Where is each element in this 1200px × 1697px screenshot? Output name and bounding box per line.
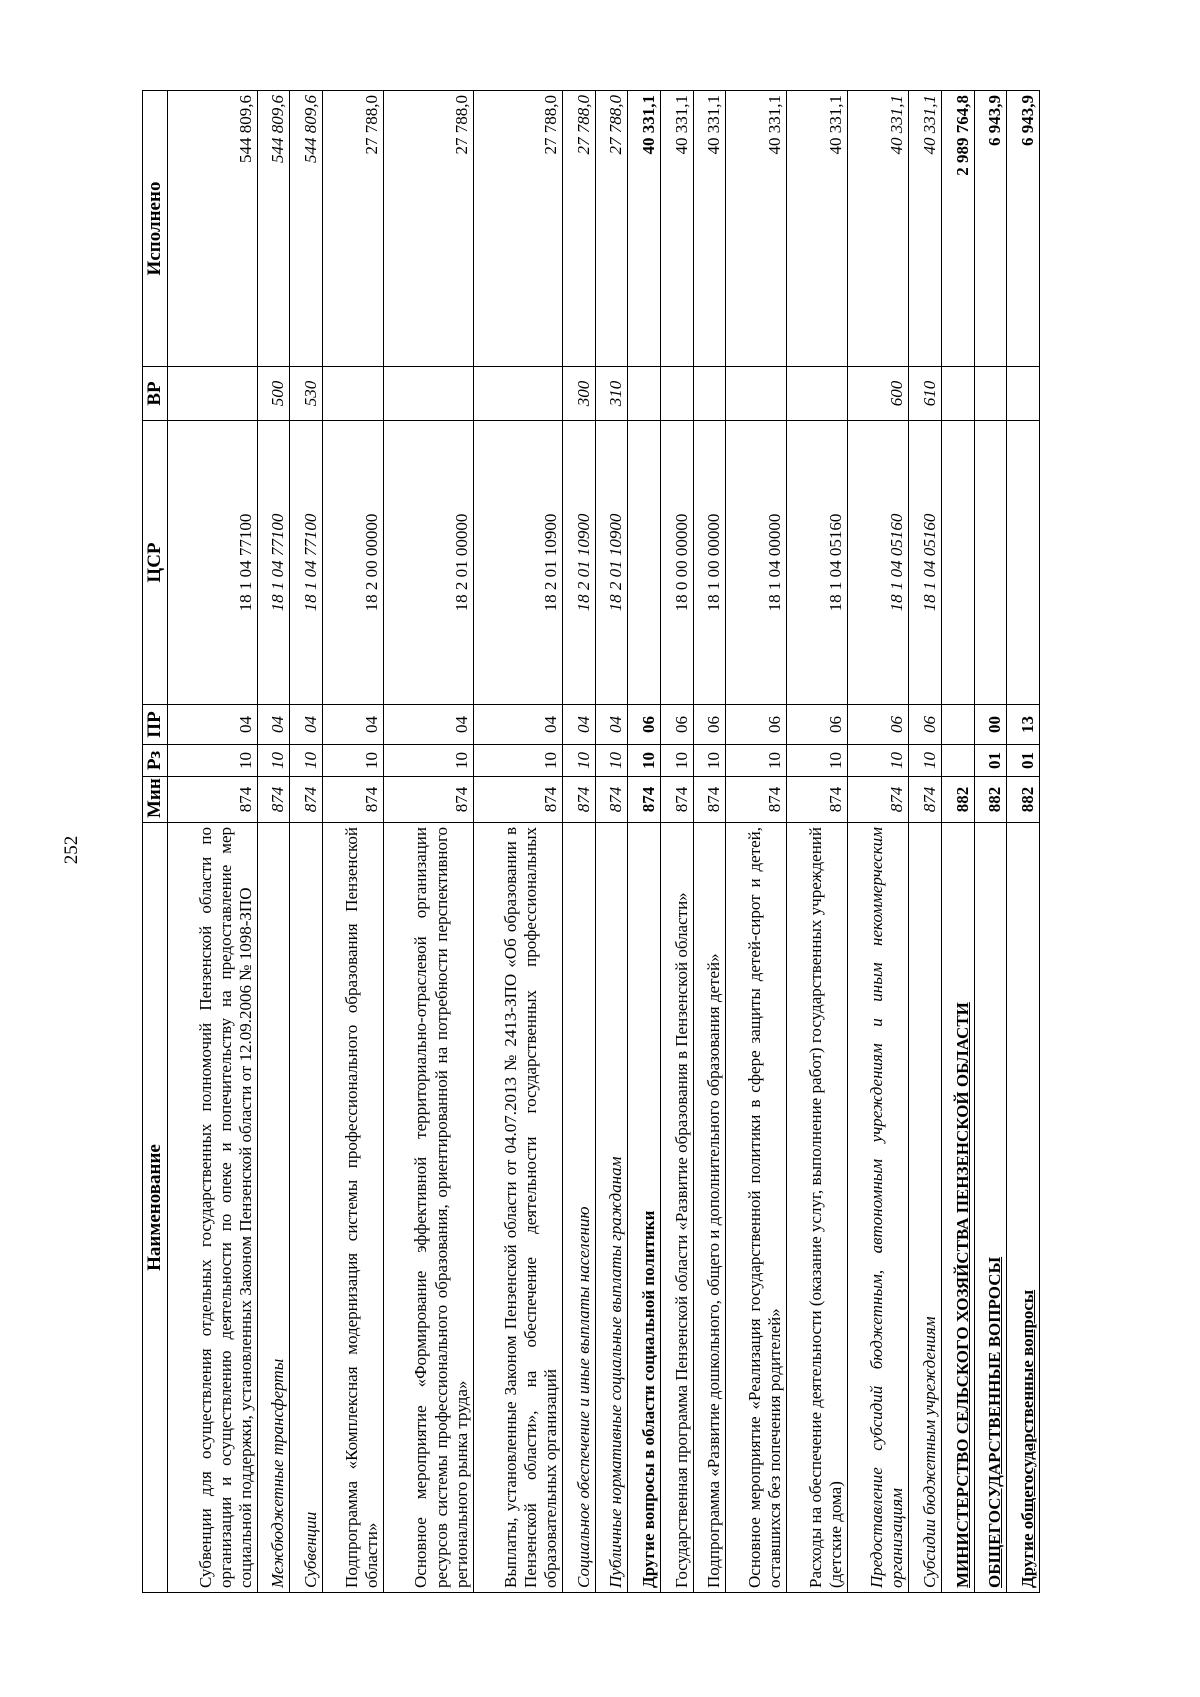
cell-min	[660, 777, 693, 823]
cell-text: 874	[451, 786, 471, 813]
cell-vr	[168, 367, 257, 421]
cell-text: 530	[301, 380, 321, 407]
cell-min	[726, 777, 787, 823]
cell-vr	[726, 367, 787, 421]
cell-text: 874	[919, 786, 939, 813]
cell-csr	[660, 421, 693, 705]
cell-csr	[974, 421, 1007, 705]
table-row	[473, 91, 562, 1593]
cell-rz	[290, 745, 323, 777]
cell-text: 40 331,1	[765, 95, 785, 155]
cell-vr	[660, 367, 693, 421]
cell-csr	[257, 421, 290, 705]
cell-pr	[563, 705, 596, 745]
cell-min	[628, 777, 661, 823]
rotated-table-container	[142, 91, 1040, 1593]
cell-pr	[909, 705, 942, 745]
cell-min	[974, 777, 1007, 823]
cell-rz	[384, 745, 473, 777]
cell-text: 01	[1017, 752, 1037, 769]
cell-text: 27 788,0	[573, 95, 593, 155]
cell-text: 874	[301, 786, 321, 813]
cell-text: Другие вопросы в области социальной политики	[638, 1210, 658, 1588]
table-row	[909, 91, 942, 1593]
cell-min	[595, 777, 628, 823]
cell-text: 40 331,1	[919, 95, 939, 155]
cell-rz	[848, 745, 909, 777]
cell-min	[909, 777, 942, 823]
cell-min	[787, 777, 848, 823]
cell-name	[787, 823, 848, 1593]
cell-text: 04	[301, 716, 321, 733]
header-row	[143, 91, 168, 1593]
cell-name	[693, 823, 726, 1593]
cell-rz	[473, 745, 562, 777]
cell-pr	[848, 705, 909, 745]
cell-isp	[168, 91, 257, 367]
cell-rz	[660, 745, 693, 777]
cell-text: 18 1 04 77100	[301, 513, 321, 612]
cell-rz	[168, 745, 257, 777]
cell-rz	[563, 745, 596, 777]
cell-vr	[974, 367, 1007, 421]
cell-vr	[628, 367, 661, 421]
cell-text: 18 1 04 05160	[826, 513, 846, 612]
cell-isp	[595, 91, 628, 367]
cell-text: 06	[826, 716, 846, 733]
cell-csr	[1007, 421, 1040, 705]
cell-isp	[787, 91, 848, 367]
table-row	[595, 91, 628, 1593]
cell-text: 610	[919, 380, 939, 407]
cell-text: 04	[451, 716, 471, 733]
cell-text: 18 1 04 05160	[887, 513, 907, 612]
cell-text: 10	[887, 752, 907, 769]
cell-name	[660, 823, 693, 1593]
header-rz: Рз	[143, 745, 168, 777]
table-row	[628, 91, 661, 1593]
cell-text: 27 788,0	[451, 95, 471, 155]
cell-csr	[628, 421, 661, 705]
cell-pr	[1007, 705, 1040, 745]
cell-text: Субсидии бюджетным учреждениям	[919, 1316, 939, 1588]
cell-csr	[168, 421, 257, 705]
cell-isp	[323, 91, 384, 367]
cell-min	[693, 777, 726, 823]
cell-text: 01	[985, 752, 1005, 769]
cell-isp	[257, 91, 290, 367]
cell-text: 544 809,6	[268, 95, 288, 163]
cell-text: 300	[573, 380, 593, 407]
cell-pr	[974, 705, 1007, 745]
cell-text: 27 788,0	[606, 95, 626, 155]
cell-text: 6 943,9	[1017, 95, 1037, 146]
cell-text: 18 2 00 00000	[362, 513, 382, 612]
cell-text: 40 331,1	[671, 95, 691, 155]
cell-isp	[473, 91, 562, 367]
cell-min	[1007, 777, 1040, 823]
cell-pr	[628, 705, 661, 745]
cell-csr	[726, 421, 787, 705]
table-row	[168, 91, 257, 1593]
table-row	[787, 91, 848, 1593]
cell-csr	[909, 421, 942, 705]
cell-text: 6 943,9	[985, 95, 1005, 146]
cell-text: 874	[638, 786, 658, 813]
cell-text: 18 1 04 00000	[765, 513, 785, 612]
cell-rz	[726, 745, 787, 777]
cell-vr	[384, 367, 473, 421]
header-pr: ПР	[143, 705, 168, 745]
cell-text: 10	[235, 752, 255, 769]
cell-pr	[595, 705, 628, 745]
cell-text: 10	[573, 752, 593, 769]
cell-isp	[1007, 91, 1040, 367]
cell-vr	[323, 367, 384, 421]
table-row	[1007, 91, 1040, 1593]
table-row	[563, 91, 596, 1593]
header-vr: ВР	[143, 367, 168, 421]
cell-rz	[693, 745, 726, 777]
cell-text: 06	[919, 716, 939, 733]
cell-isp	[909, 91, 942, 367]
cell-text: 18 2 01 00000	[451, 513, 471, 612]
cell-pr	[941, 705, 974, 745]
cell-text: 27 788,0	[362, 95, 382, 155]
cell-text: 310	[606, 380, 626, 407]
cell-text: 882	[952, 786, 972, 813]
cell-vr	[909, 367, 942, 421]
cell-text: 874	[268, 786, 288, 813]
budget-table	[142, 90, 1040, 1593]
table-row	[941, 91, 974, 1593]
cell-text: Межбюджетные трансферты	[268, 1358, 288, 1588]
cell-text: 874	[887, 786, 907, 813]
cell-text: 18 1 04 05160	[919, 513, 939, 612]
cell-csr	[787, 421, 848, 705]
cell-text: 40 331,1	[887, 95, 907, 155]
cell-text: 04	[235, 716, 255, 733]
cell-name	[384, 823, 473, 1593]
cell-isp	[563, 91, 596, 367]
cell-rz	[787, 745, 848, 777]
cell-text: Подпрограмма «Развитие дошкольного, общего и дополнительного образования детей»	[704, 953, 724, 1588]
header-isp: Исполнено	[143, 91, 168, 367]
table-row	[726, 91, 787, 1593]
cell-text: 2 989 764,8	[952, 95, 972, 176]
cell-text: 18 1 04 77100	[235, 513, 255, 612]
cell-vr	[787, 367, 848, 421]
cell-name	[848, 823, 909, 1593]
cell-text: 40 331,1	[704, 95, 724, 155]
cell-text: 10	[704, 752, 724, 769]
cell-pr	[787, 705, 848, 745]
cell-min	[384, 777, 473, 823]
cell-isp	[628, 91, 661, 367]
cell-text: 600	[887, 380, 907, 407]
cell-text: 10	[268, 752, 288, 769]
cell-text: 874	[362, 786, 382, 813]
cell-text: 40 331,1	[638, 95, 658, 155]
cell-text: Расходы на обеспечение деятельности (оказание услуг, выполнение работ) государственных учреждений (детские дома)	[806, 827, 846, 1588]
header-name: Наименование	[143, 823, 168, 1593]
table-row	[257, 91, 290, 1593]
cell-text: 13	[1017, 716, 1037, 733]
cell-vr	[848, 367, 909, 421]
cell-pr	[290, 705, 323, 745]
cell-text: 06	[638, 716, 658, 733]
cell-csr	[848, 421, 909, 705]
cell-text: Подпрограмма «Комплексная модернизация системы профессионального образования Пензенской области»	[342, 827, 382, 1588]
cell-text: 40 331,1	[826, 95, 846, 155]
cell-name	[909, 823, 942, 1593]
cell-text: 10	[606, 752, 626, 769]
cell-csr	[290, 421, 323, 705]
cell-min	[290, 777, 323, 823]
cell-text: 10	[451, 752, 471, 769]
table-row	[693, 91, 726, 1593]
cell-min	[323, 777, 384, 823]
cell-text: Другие общегосударственные вопросы	[1017, 1289, 1037, 1588]
cell-csr	[473, 421, 562, 705]
cell-name	[1007, 823, 1040, 1593]
cell-pr	[257, 705, 290, 745]
cell-text: 544 809,6	[301, 95, 321, 163]
cell-rz	[595, 745, 628, 777]
cell-csr	[384, 421, 473, 705]
cell-text: Социальное обеспечение и иные выплаты населению	[573, 1206, 593, 1588]
cell-name	[257, 823, 290, 1593]
cell-name	[726, 823, 787, 1593]
cell-text: 18 1 00 00000	[704, 513, 724, 612]
cell-isp	[290, 91, 323, 367]
cell-rz	[257, 745, 290, 777]
cell-pr	[384, 705, 473, 745]
header-min: Мин	[143, 777, 168, 823]
cell-pr	[660, 705, 693, 745]
cell-text: 27 788,0	[540, 95, 560, 155]
cell-min	[473, 777, 562, 823]
cell-vr	[1007, 367, 1040, 421]
cell-text: Субвенции	[301, 1511, 321, 1588]
cell-pr	[168, 705, 257, 745]
cell-text: МИНИСТЕРСТВО СЕЛЬСКОГО ХОЗЯЙСТВА ПЕНЗЕНСКОЙ ОБЛАСТИ	[952, 1002, 972, 1588]
cell-text: 882	[1017, 786, 1037, 813]
table-row	[290, 91, 323, 1593]
cell-name	[168, 823, 257, 1593]
cell-pr	[693, 705, 726, 745]
cell-csr	[595, 421, 628, 705]
cell-csr	[563, 421, 596, 705]
cell-isp	[726, 91, 787, 367]
cell-isp	[848, 91, 909, 367]
cell-text: 544 809,6	[235, 95, 255, 163]
cell-csr	[941, 421, 974, 705]
cell-text: 10	[919, 752, 939, 769]
cell-rz	[941, 745, 974, 777]
cell-text: 06	[887, 716, 907, 733]
table-row	[848, 91, 909, 1593]
cell-text: Основное мероприятие «Формирование эффективной территориально-отраслевой организации ресурсов системы профессионального образования, ориентированной на потребности перспективного регионального рынка труда»	[411, 827, 471, 1588]
page-number: 252	[61, 835, 82, 865]
cell-text: 874	[704, 786, 724, 813]
cell-text: 874	[540, 786, 560, 813]
cell-text: 10	[301, 752, 321, 769]
cell-text: 10	[362, 752, 382, 769]
table-row	[323, 91, 384, 1593]
cell-text: 10	[540, 752, 560, 769]
cell-text: 10	[671, 752, 691, 769]
cell-min	[168, 777, 257, 823]
cell-text: 06	[765, 716, 785, 733]
cell-min	[941, 777, 974, 823]
cell-name	[473, 823, 562, 1593]
cell-text: 04	[573, 716, 593, 733]
cell-text: Основное мероприятие «Реализация государственной политики в сфере защиты детей-сирот и детей, оставшихся без попечения родителей»	[745, 827, 785, 1588]
cell-text: Государственная программа Пензенской области «Развитие образования в Пензенской области»	[671, 892, 691, 1588]
cell-text: Предоставление субсидий бюджетным, автономным учреждениям и иным некоммерческим организациям	[867, 827, 907, 1588]
cell-isp	[941, 91, 974, 367]
cell-pr	[473, 705, 562, 745]
cell-vr	[257, 367, 290, 421]
cell-vr	[473, 367, 562, 421]
cell-isp	[693, 91, 726, 367]
cell-text: 18 2 01 10900	[540, 513, 560, 612]
cell-name	[595, 823, 628, 1593]
table-row	[974, 91, 1007, 1593]
cell-rz	[323, 745, 384, 777]
cell-text: 874	[606, 786, 626, 813]
header-csr: ЦСР	[143, 421, 168, 705]
cell-name	[628, 823, 661, 1593]
cell-text: 04	[540, 716, 560, 733]
cell-pr	[323, 705, 384, 745]
cell-name	[290, 823, 323, 1593]
cell-text: 06	[671, 716, 691, 733]
cell-vr	[595, 367, 628, 421]
cell-text: 874	[826, 786, 846, 813]
cell-text: 874	[573, 786, 593, 813]
cell-text: Выплаты, установленные Законом Пензенской области от 04.07.2013 № 2413-ЗПО «Об образовании в Пензенской области», на обеспечение деятельности государственных профессиональных образовательных организаций	[500, 827, 560, 1588]
cell-text: 00	[985, 716, 1005, 733]
cell-name	[941, 823, 974, 1593]
cell-text: ОБЩЕГОСУДАРСТВЕННЫЕ ВОПРОСЫ	[985, 1256, 1005, 1588]
cell-text: 06	[704, 716, 724, 733]
cell-text: 874	[765, 786, 785, 813]
cell-min	[257, 777, 290, 823]
cell-vr	[563, 367, 596, 421]
cell-text: 18 0 00 00000	[671, 513, 691, 612]
cell-vr	[693, 367, 726, 421]
cell-isp	[660, 91, 693, 367]
cell-text: 10	[638, 752, 658, 769]
cell-isp	[384, 91, 473, 367]
cell-text: 874	[671, 786, 691, 813]
cell-text: 18 2 01 10900	[573, 513, 593, 612]
cell-rz	[628, 745, 661, 777]
cell-text: 500	[268, 380, 288, 407]
cell-text: Субвенции для осуществления отдельных государственных полномочий Пензенской области по организации и осуществлению деятельности по опеке и попечительству на предоставление мер социальной поддержки, установленных Законом Пензенской области от 12.09.2006 № 1098-ЗПО	[195, 827, 255, 1588]
cell-text: 04	[362, 716, 382, 733]
cell-min	[848, 777, 909, 823]
cell-isp	[974, 91, 1007, 367]
cell-text: 18 1 04 77100	[268, 513, 288, 612]
cell-text: Публичные нормативные социальные выплаты гражданам	[606, 1156, 626, 1588]
cell-text: 882	[985, 786, 1005, 813]
cell-name	[974, 823, 1007, 1593]
cell-name	[563, 823, 596, 1593]
cell-csr	[693, 421, 726, 705]
cell-text: 874	[235, 786, 255, 813]
cell-pr	[726, 705, 787, 745]
cell-text: 10	[826, 752, 846, 769]
cell-text: 04	[606, 716, 626, 733]
cell-min	[563, 777, 596, 823]
cell-csr	[323, 421, 384, 705]
cell-vr	[941, 367, 974, 421]
cell-text: 10	[765, 752, 785, 769]
cell-text: 04	[268, 716, 288, 733]
table-row	[384, 91, 473, 1593]
cell-rz	[974, 745, 1007, 777]
cell-text: 18 2 01 10900	[606, 513, 626, 612]
cell-rz	[1007, 745, 1040, 777]
cell-name	[323, 823, 384, 1593]
cell-vr	[290, 367, 323, 421]
cell-rz	[909, 745, 942, 777]
table-row	[660, 91, 693, 1593]
